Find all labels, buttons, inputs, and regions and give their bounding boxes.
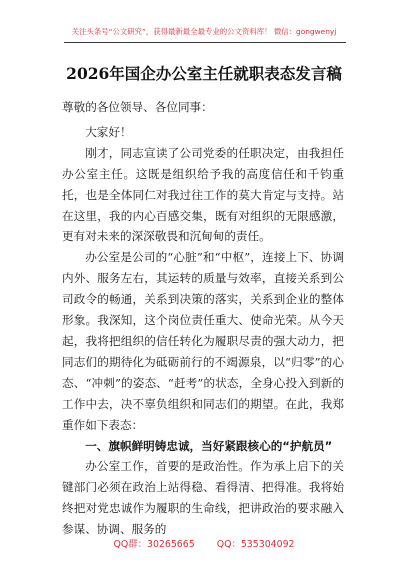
section-heading-loyalty: 一、旗帜鲜明铸忠诚，当好紧跟核心的“护航员” <box>85 438 333 453</box>
footer-qq-group: QQ群：30265665 <box>113 539 195 550</box>
header-divider <box>64 42 346 43</box>
paragraph-appointment: 刚才，同志宣读了公司党委的任职决定，由我担任办公室主任。这既是组织给予我的高度信任和千钧重托，也是全体同仁对我过往工作的莫大肯定与支持。站在这里，我的内心百感交集，既有对组织的无限感激，更有对未来的深深敬畏和沉甸甸的责任。 <box>62 145 344 244</box>
salutation: 尊敬的各位领导、各位同事： <box>62 100 213 114</box>
greeting: 大家好！ <box>85 124 132 139</box>
document-body <box>62 97 344 540</box>
header-promo-note: 关注头条号“公文研究”，获得最新最全最专业的公文资料库！ 微信：gongwenyj <box>71 27 337 36</box>
document-title: 2026年国企办公室主任就职表态发言稿 <box>66 64 342 83</box>
footer-qq-number: QQ：535304092 <box>216 539 295 550</box>
footer-contact <box>0 536 408 550</box>
paragraph-political: 办公室工作，首要的是政治性。作为承上启下的关键部门必须在政治上站得稳、看得清、把得准。我将始终把对党忠诚作为履职的生命线，把讲政治的要求融入参谋、协调、服务的 <box>62 459 344 537</box>
paragraph-office-role: 办公室是公司的“心脏”和“中枢”，连接上下、协调内外、服务左右，其运转的质量与效率，直接关系到公司政令的畅通，关系到决策的落实，关系到企业的整体形象。我深知，这个岗位责任重大、使命光荣。从今天起，我将把组织的信任转化为履职尽责的强大动力，把同志们的期待化为砥砺前行的不竭源泉，以“归零”的心态、“冲刺”的姿态、“赶考”的状态，全身心投入到新的工作中去，决不辜负组织和同志们的期望。在此，我郑重作如下表态： <box>62 250 344 432</box>
